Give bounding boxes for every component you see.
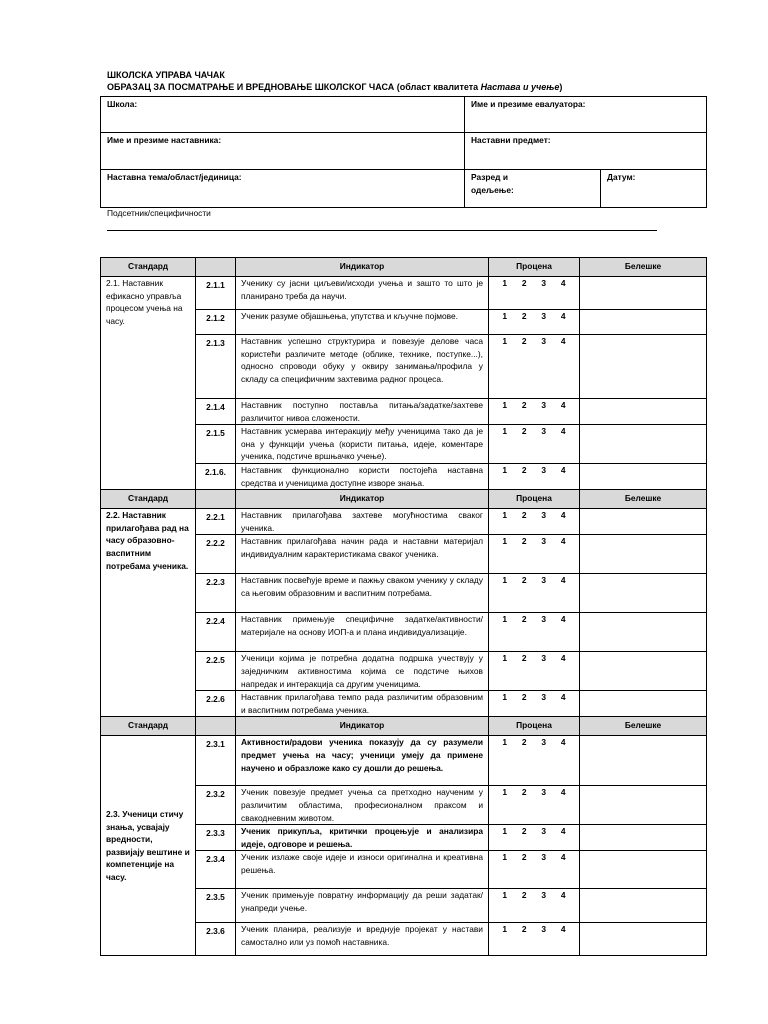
rating-option-4[interactable]: 4 xyxy=(560,924,566,935)
topic-field[interactable]: Наставна тема/област/јединица: xyxy=(101,170,465,208)
indicator-row xyxy=(101,509,707,535)
indicator-text: Наставник прилагођава захтеве могућностима сваког ученика. xyxy=(236,509,489,535)
rating-option-1[interactable]: 1 xyxy=(502,826,508,837)
rating-option-1[interactable]: 1 xyxy=(502,426,508,437)
indicator-number: 2.1.1 xyxy=(196,277,236,310)
rating-option-2[interactable]: 2 xyxy=(521,510,527,521)
rating-option-2[interactable]: 2 xyxy=(521,464,527,475)
column-indicator-header: Индикатор xyxy=(236,717,489,736)
column-indicator-header: Индикатор xyxy=(236,490,489,509)
rating-option-1[interactable]: 1 xyxy=(502,787,508,798)
notes-cell[interactable] xyxy=(580,889,707,923)
indicator-number: 2.2.4 xyxy=(196,613,236,652)
indicator-row xyxy=(101,736,707,786)
rating-scale xyxy=(493,425,575,438)
indicator-number: 2.2.5 xyxy=(196,652,236,691)
rating-option-1[interactable]: 1 xyxy=(502,311,508,321)
rating-option-1[interactable]: 1 xyxy=(502,852,508,863)
indicator-text: Ученик разуме објашњења, упутства и кључне појмове. xyxy=(236,310,489,335)
indicator-text: Наставник посвећује време и пажњу сваком ученику у складу са његовим образовним и васпитним потребама. xyxy=(236,574,489,613)
rating-cell xyxy=(489,535,580,574)
rating-option-2[interactable]: 2 xyxy=(521,278,527,288)
indicator-number: 2.2.2 xyxy=(196,535,236,574)
indicator-number: 2.1.3 xyxy=(196,335,236,399)
rating-option-4[interactable]: 4 xyxy=(560,614,566,625)
rating-cell xyxy=(489,425,580,464)
rating-option-3[interactable]: 3 xyxy=(541,278,547,288)
rating-option-3[interactable]: 3 xyxy=(541,426,547,437)
indicator-number: 2.3.1 xyxy=(196,736,236,786)
rating-option-4[interactable]: 4 xyxy=(560,737,566,748)
indicator-text: Ученик прикупља, критички процењује и анализира идеје, одговоре и решења. xyxy=(236,825,489,851)
rating-option-4[interactable]: 4 xyxy=(560,653,566,664)
rating-option-4[interactable]: 4 xyxy=(560,852,566,863)
rating-option-2[interactable]: 2 xyxy=(521,737,527,748)
column-notes-header: Белешке xyxy=(580,258,707,277)
rating-cell xyxy=(489,889,580,923)
date-field[interactable]: Датум: xyxy=(601,170,707,208)
indicator-number: 2.3.6 xyxy=(196,923,236,956)
rating-cell xyxy=(489,851,580,889)
rating-cell xyxy=(489,825,580,851)
indicator-number: 2.1.6. xyxy=(196,463,236,489)
rating-option-3[interactable]: 3 xyxy=(541,614,547,625)
rating-option-4[interactable]: 4 xyxy=(560,400,566,410)
rating-option-3[interactable]: 3 xyxy=(541,536,547,547)
indicator-number: 2.2.1 xyxy=(196,509,236,535)
column-rating-header: Процена xyxy=(489,490,580,509)
section-header-row xyxy=(101,717,707,736)
rating-option-3[interactable]: 3 xyxy=(541,924,547,935)
rating-option-2[interactable]: 2 xyxy=(521,311,527,321)
rating-option-4[interactable]: 4 xyxy=(560,311,566,321)
rating-option-1[interactable]: 1 xyxy=(502,575,508,586)
teacher-field[interactable]: Име и презиме наставника: xyxy=(101,133,465,170)
rating-cell xyxy=(489,691,580,717)
indicator-text: Наставник поступно поставља питања/задатке/захтеве различитог нивоа сложености. xyxy=(236,399,489,425)
rating-option-1[interactable]: 1 xyxy=(502,278,508,288)
indicator-number: 2.3.2 xyxy=(196,786,236,825)
rating-option-1[interactable]: 1 xyxy=(502,510,508,521)
rating-option-2[interactable]: 2 xyxy=(521,826,527,837)
notes-cell[interactable] xyxy=(580,851,707,889)
rating-scale xyxy=(493,399,575,412)
notes-cell[interactable] xyxy=(580,825,707,851)
standard-name: 2.2. Наставник прилагођава рад на часу образовно-васпитним потребама ученика. xyxy=(101,509,196,717)
notes-cell[interactable] xyxy=(580,463,707,489)
rating-option-3[interactable]: 3 xyxy=(541,852,547,863)
form-title-end: ) xyxy=(559,82,563,92)
rating-option-4[interactable]: 4 xyxy=(560,826,566,837)
rating-option-3[interactable]: 3 xyxy=(541,692,547,703)
rating-scale xyxy=(493,889,575,902)
section-header-row xyxy=(101,490,707,509)
rating-option-4[interactable]: 4 xyxy=(560,787,566,798)
indicator-text: Наставник прилагођава начин рада и наставни материјал индивидуалним карактеристикама сваког ученика. xyxy=(236,535,489,574)
rating-scale xyxy=(493,851,575,864)
rating-option-2[interactable]: 2 xyxy=(521,787,527,798)
indicator-text: Ученику су јасни циљеви/исходи учења и зашто то што је планирано треба да научи. xyxy=(236,277,489,310)
rating-scale xyxy=(493,652,575,665)
column-rating-header: Процена xyxy=(489,258,580,277)
rating-scale xyxy=(493,509,575,522)
info-table xyxy=(100,96,707,208)
rating-option-1[interactable]: 1 xyxy=(502,653,508,664)
notes-cell[interactable] xyxy=(580,574,707,613)
indicator-text: Наставник примењује специфичне задатке/активности/материјале на основу ИОП-а и плана индивидуализације. xyxy=(236,613,489,652)
indicator-text: Активности/радови ученика показују да су разумели предмет учења на часу; ученици умеју да примене научено и образложе како су дошли до решења. xyxy=(236,736,489,786)
column-number-header xyxy=(196,717,236,736)
rating-scale xyxy=(493,335,575,348)
rating-option-2[interactable]: 2 xyxy=(521,924,527,935)
rating-cell xyxy=(489,463,580,489)
rating-option-3[interactable]: 3 xyxy=(541,737,547,748)
column-notes-header: Белешке xyxy=(580,490,707,509)
indicator-number: 2.1.2 xyxy=(196,310,236,335)
column-standard-header: Стандард xyxy=(101,490,196,509)
rating-option-3[interactable]: 3 xyxy=(541,510,547,521)
column-rating-header: Процена xyxy=(489,717,580,736)
rating-option-4[interactable]: 4 xyxy=(560,890,566,901)
column-standard-header: Стандард xyxy=(101,717,196,736)
indicator-number: 2.2.3 xyxy=(196,574,236,613)
rating-option-4[interactable]: 4 xyxy=(560,464,566,475)
rating-option-3[interactable]: 3 xyxy=(541,826,547,837)
notes-cell[interactable] xyxy=(580,509,707,535)
rating-cell xyxy=(489,509,580,535)
rating-scale xyxy=(493,535,575,548)
column-standard-header: Стандард xyxy=(101,258,196,277)
notes-cell[interactable] xyxy=(580,277,707,310)
rating-option-4[interactable]: 4 xyxy=(560,536,566,547)
rating-option-3[interactable]: 3 xyxy=(541,653,547,664)
rating-option-3[interactable]: 3 xyxy=(541,336,547,346)
rating-option-1[interactable]: 1 xyxy=(502,737,508,748)
rating-cell xyxy=(489,786,580,825)
subject-field[interactable]: Наставни предмет: xyxy=(465,133,707,170)
rating-option-2[interactable]: 2 xyxy=(521,426,527,437)
column-indicator-header: Индикатор xyxy=(236,258,489,277)
rating-scale xyxy=(493,923,575,936)
school-field[interactable]: Школа: xyxy=(101,97,465,133)
rating-option-2[interactable]: 2 xyxy=(521,614,527,625)
rating-option-3[interactable]: 3 xyxy=(541,575,547,586)
notes-cell[interactable] xyxy=(580,786,707,825)
rating-cell xyxy=(489,652,580,691)
form-title-italic: Настава и учење xyxy=(480,82,560,92)
notes-cell[interactable] xyxy=(580,335,707,399)
notes-cell[interactable] xyxy=(580,425,707,464)
rating-option-3[interactable]: 3 xyxy=(541,400,547,410)
rating-option-4[interactable]: 4 xyxy=(560,336,566,346)
rating-cell xyxy=(489,335,580,399)
notes-cell[interactable] xyxy=(580,399,707,425)
indicator-number: 2.3.3 xyxy=(196,825,236,851)
indicator-number: 2.1.4 xyxy=(196,399,236,425)
rating-option-4[interactable]: 4 xyxy=(560,575,566,586)
rating-option-1[interactable]: 1 xyxy=(502,890,508,901)
rating-scale xyxy=(493,277,575,290)
rating-option-1[interactable]: 1 xyxy=(502,536,508,547)
rating-scale xyxy=(493,786,575,799)
rating-option-3[interactable]: 3 xyxy=(541,464,547,475)
rating-option-2[interactable]: 2 xyxy=(521,575,527,586)
notes-cell[interactable] xyxy=(580,613,707,652)
indicator-number: 2.3.5 xyxy=(196,889,236,923)
indicator-text: Наставник прилагођава темпо рада различитим образовним и васпитним потребама ученика. xyxy=(236,691,489,717)
rating-cell xyxy=(489,399,580,425)
rating-option-2[interactable]: 2 xyxy=(521,400,527,410)
notes-cell[interactable] xyxy=(580,736,707,786)
rating-cell xyxy=(489,310,580,335)
notes-cell[interactable] xyxy=(580,535,707,574)
rating-option-3[interactable]: 3 xyxy=(541,311,547,321)
rating-option-1[interactable]: 1 xyxy=(502,614,508,625)
section-header-row xyxy=(101,258,707,277)
rating-cell xyxy=(489,277,580,310)
rating-option-1[interactable]: 1 xyxy=(502,924,508,935)
grade-field[interactable] xyxy=(465,170,601,208)
indicator-text: Ученик повезује предмет учења са претходно наученим у различитим областима, професионалном праксом и свакодневним животом. xyxy=(236,786,489,825)
rating-option-4[interactable]: 4 xyxy=(560,692,566,703)
rating-option-2[interactable]: 2 xyxy=(521,692,527,703)
column-notes-header: Белешке xyxy=(580,717,707,736)
standard-name: 2.3. Ученици стичу знања, усвајају вредности, развијају вештине и компетенције на часу. xyxy=(101,736,196,956)
rating-option-2[interactable]: 2 xyxy=(521,336,527,346)
reminder-label: Подсетник/специфичности xyxy=(107,208,211,218)
notes-cell[interactable] xyxy=(580,310,707,335)
indicator-number: 2.2.6 xyxy=(196,691,236,717)
rating-cell xyxy=(489,613,580,652)
rating-scale xyxy=(493,464,575,477)
rating-scale xyxy=(493,736,575,749)
indicator-text: Ученик планира, реализује и вреднује пројекат у настави самостално или уз помоћ наставника. xyxy=(236,923,489,956)
indicator-row xyxy=(101,277,707,310)
rating-option-4[interactable]: 4 xyxy=(560,426,566,437)
notes-cell[interactable] xyxy=(580,652,707,691)
rating-cell xyxy=(489,736,580,786)
standard-name: 2.1. Наставник ефикасно управља процесом учења на часу. xyxy=(101,277,196,490)
indicator-text: Наставник функционално користи постојећа наставна средства и ученицима доступне изворе знања. xyxy=(236,463,489,489)
grade-label-1: Разред и xyxy=(471,172,508,182)
indicator-text: Ученик примењује повратну информацију да реши задатак/унапреди учење. xyxy=(236,889,489,923)
rating-option-1[interactable]: 1 xyxy=(502,400,508,410)
rating-scale xyxy=(493,310,575,323)
rating-scale xyxy=(493,691,575,704)
rating-option-1[interactable]: 1 xyxy=(502,336,508,346)
rating-option-1[interactable]: 1 xyxy=(502,464,508,475)
rating-option-2[interactable]: 2 xyxy=(521,890,527,901)
notes-cell[interactable] xyxy=(580,691,707,717)
rating-option-3[interactable]: 3 xyxy=(541,890,547,901)
notes-cell[interactable] xyxy=(580,923,707,956)
indicator-text: Ученик излаже своје идеје и износи оригинална и креативна решења. xyxy=(236,851,489,889)
rating-scale xyxy=(493,574,575,587)
grade-label-2: одељење: xyxy=(471,184,514,195)
rating-option-1[interactable]: 1 xyxy=(502,692,508,703)
rating-option-2[interactable]: 2 xyxy=(521,653,527,664)
indicator-number: 2.3.4 xyxy=(196,851,236,889)
column-number-header xyxy=(196,490,236,509)
indicator-text: Наставник усмерава интеракцију међу ученицима тако да је она у функцији учења (користи питања, идеје, коментаре ученика, подстиче вршњачко учење). xyxy=(236,425,489,464)
school-authority-title: ШКОЛСКА УПРАВА ЧАЧАК xyxy=(107,70,225,80)
rating-cell xyxy=(489,923,580,956)
rating-option-2[interactable]: 2 xyxy=(521,536,527,547)
rating-option-3[interactable]: 3 xyxy=(541,787,547,798)
form-title xyxy=(107,82,562,93)
indicator-text: Наставник успешно структурира и повезује делове часа користећи различите методе (облике, технике, поступке...), односно спроводи обуку у оквиру занимања/профила у складу са специфичним захтевима радног процеса. xyxy=(236,335,489,399)
evaluator-field[interactable]: Име и презиме евалуатора: xyxy=(465,97,707,133)
indicator-number: 2.1.5 xyxy=(196,425,236,464)
indicator-text: Ученици којима је потребна додатна подршка учествују у заједничким активностима којима се подстиче њихов напредак и интеракција са другим ученицима. xyxy=(236,652,489,691)
rating-scale xyxy=(493,613,575,626)
reminder-line[interactable] xyxy=(107,230,657,231)
rating-scale xyxy=(493,825,575,838)
rating-option-2[interactable]: 2 xyxy=(521,852,527,863)
rating-option-4[interactable]: 4 xyxy=(560,278,566,288)
column-number-header xyxy=(196,258,236,277)
rating-option-4[interactable]: 4 xyxy=(560,510,566,521)
rating-cell xyxy=(489,574,580,613)
standards-table xyxy=(100,257,707,956)
form-title-main: ОБРАЗАЦ ЗА ПОСМАТРАЊЕ И ВРЕДНОВАЊЕ ШКОЛСКОГ ЧАСА (област квалитета xyxy=(107,82,481,92)
